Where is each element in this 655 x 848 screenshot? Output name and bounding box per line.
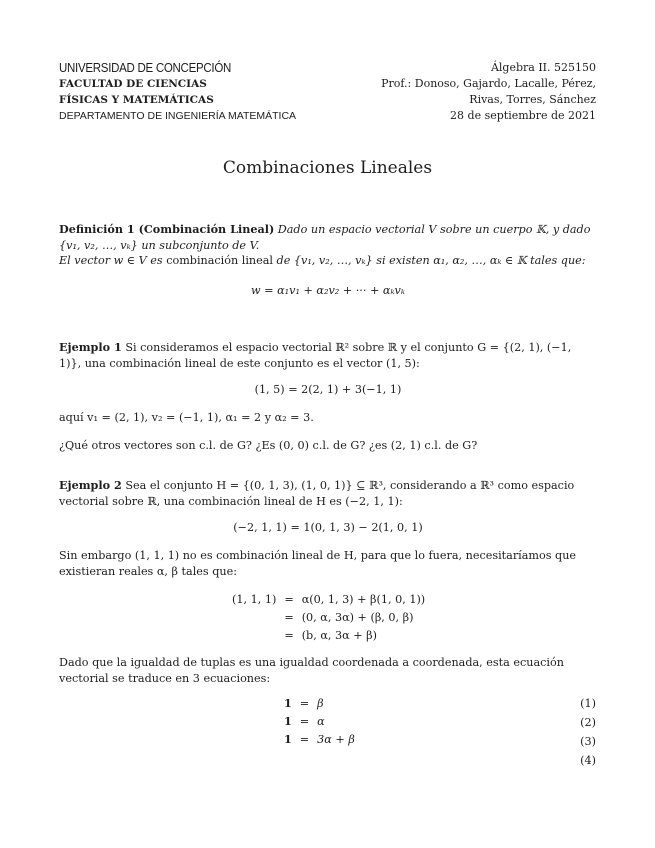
professors-line-2: Rivas, Torres, Sánchez (469, 93, 596, 106)
equation-op: = (299, 714, 310, 728)
definition-term: combinación lineal (166, 254, 273, 268)
system-row (228, 626, 429, 644)
example-1-question: ¿Qué otros vectores son c.l. de G? ¿Es (0, 0) c.l. de G? ¿es (2, 1) c.l. de G? (59, 439, 478, 452)
definition-line-2a: El vector w ∈ V es (59, 254, 163, 268)
example-1-note: aquí v₁ = (2, 1), v₂ = (−1, 1), α₁ = 2 y α₂ = 3. (59, 411, 314, 424)
equation-row (280, 712, 359, 730)
example-2-intro (59, 478, 597, 509)
definition-line-2c: de {v₁, v₂, …, vₖ} si existen α₁, α₂, …, αₖ ∈ 𝕂 tales que: (276, 254, 586, 268)
system-lhs: (1, 1, 1) (232, 592, 277, 606)
document-date: 28 de septiembre de 2021 (450, 109, 596, 122)
page-title: Combinaciones Lineales (222, 158, 433, 178)
example-1-equation: (1, 5) = 2(2, 1) + 3(−1, 1) (254, 383, 402, 396)
example-2-equation: (−2, 1, 1) = 1(0, 1, 3) − 2(1, 0, 1) (233, 521, 423, 534)
equation-number: (3) (580, 735, 596, 748)
equation-lhs: 1 (284, 696, 292, 710)
scalar-equations (280, 694, 359, 748)
header-right (381, 60, 596, 124)
equation-lhs: 1 (284, 732, 292, 746)
university-name: UNIVERSIDAD DE CONCEPCIÓN (59, 61, 232, 75)
system-op: = (284, 592, 294, 606)
system-op: = (284, 610, 294, 624)
system-row (228, 608, 429, 626)
example-1-text: Si consideramos el espacio vectorial ℝ² sobre ℝ y el conjunto G = {(2, 1), (−1, 1)}, una combinación lineal de este conjunto es el vector (1, 5): (59, 341, 572, 370)
definition-label: Definición 1 (Combinación Lineal) (59, 222, 275, 236)
system-lhs (228, 626, 280, 644)
equation-op: = (299, 732, 310, 746)
department-name: DEPARTAMENTO DE INGENIERÍA MATEMÁTICA (59, 110, 297, 122)
faculty-line-2: FÍSICAS Y MATEMÁTICAS (59, 94, 214, 106)
equation-op: = (299, 696, 310, 710)
system-op: = (284, 628, 294, 642)
example-2-text-2: Sin embargo (1, 1, 1) no es combinación lineal de H, para que lo fuera, necesitaríamos que existieran reales α, β tales que: (59, 549, 577, 578)
equation-rhs: 3α + β (317, 732, 355, 746)
definition-block (59, 222, 597, 269)
equation-rhs: β (317, 696, 324, 710)
equation-row (280, 730, 359, 748)
example-1-intro (59, 340, 597, 371)
system-row (228, 590, 429, 608)
equation-rhs: α (317, 714, 325, 728)
course-code: Álgebra II. 525150 (490, 61, 596, 74)
example-2-text: Sea el conjunto H = {(0, 1, 3), (1, 0, 1)} ⊆ ℝ³, considerando a ℝ³ como espacio vectorial sobre ℝ, una combinación lineal de H es (−2, 1, 1): (59, 479, 575, 508)
equation-lhs: 1 (284, 714, 292, 728)
example-2-text-3: Dado que la igualdad de tuplas es una igualdad coordenada a coordenada, esta ecuación vectorial se traduce en 3 ecuaciones: (59, 656, 564, 685)
definition-line-1: Dado un espacio vectorial V sobre un cuerpo 𝕂, y dado {v₁, v₂, …, vₖ} un subconjunto de V. (59, 223, 591, 252)
system-rhs: (b, α, 3α + β) (301, 628, 377, 642)
header-left (59, 60, 296, 124)
system-lhs (228, 608, 280, 626)
faculty-line-1: FACULTAD DE CIENCIAS (59, 78, 207, 90)
vector-system (228, 590, 429, 644)
system-rhs: (0, α, 3α) + (β, 0, β) (301, 610, 414, 624)
equation-row (280, 694, 359, 712)
example-2-label: Ejemplo 2 (59, 478, 122, 492)
example-1-label: Ejemplo 1 (59, 340, 122, 354)
professors-line-1: Prof.: Donoso, Gajardo, Lacalle, Pérez, (381, 77, 596, 90)
equation-number: (4) (580, 754, 596, 767)
equation-number: (2) (580, 716, 596, 729)
equation-number: (1) (580, 697, 596, 710)
definition-equation: w = α₁v₁ + α₂v₂ + ··· + αₖvₖ (251, 284, 405, 297)
system-rhs: α(0, 1, 3) + β(1, 0, 1)) (301, 592, 426, 606)
